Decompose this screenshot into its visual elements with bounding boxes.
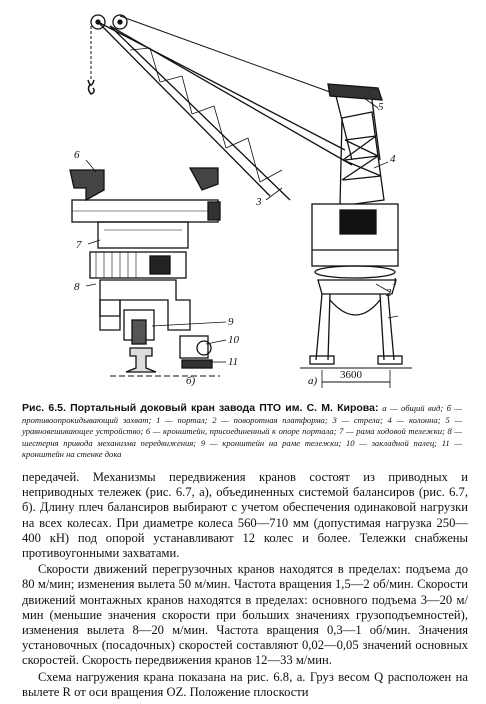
label-bracket-bogie: 9 — [228, 316, 234, 328]
label-jib: 3 — [256, 196, 262, 208]
label-bracket-portal: 6 — [74, 149, 80, 161]
label-pin: 10 — [228, 334, 239, 346]
caption-legend: а — общий вид; б — противоопрокидывающий захват; 1 — портал; 2 — поворотная платформа; 3 — стрела; 4 — колонна; 5 — уравновешивающее устройство; 6 — кронштейн, присоединенный к опоре портала; 7 — рама ходовой тележки; 8 — шестерня привода механизма передвижения; 9 — кронштейн на раме тележки; 10 — закладной палец; 11 — кронштейн на стенке дока — [22, 403, 463, 460]
body-text — [22, 470, 468, 700]
label-subfigure-b: б) — [186, 375, 196, 387]
label-gear: 8 — [74, 281, 80, 293]
label-portal: 1 — [392, 276, 398, 288]
anti-tipping-grip-view — [70, 160, 226, 376]
label-bracket-dock: 11 — [228, 356, 239, 368]
paragraph-3: Схема нагружения крана показана на рис. 6.8, а. Груз весом Q расположен на вылете R от оси вращения OZ. Положение плоскости — [22, 669, 468, 699]
paragraph-1: передачей. Механизмы передвижения кранов состоят из приводных и неприводных тележек (рис. 6.7, а), объединенных системой балансиров (рис. 6.7, б). Длину плеч балансиров выбирают с учетом обеспечения одинаковой нагрузки на всех колесах. При диаметре колеса 560—710 мм (допустимая нагрузка 250—400 кН) под опорой устанавливают 12 колес и более. Тележки снабжены противоугонными захватами. — [22, 470, 468, 561]
caption-title: Рис. 6.5. Портальный доковый кран завода ПТО им. С. М. Кирова: — [22, 402, 379, 414]
paragraph-2: Скорости движений перегрузочных кранов находятся в пределах: подъема до 80 м/мин; изменения вылета 50 м/мин. Частота вращения 1,5—2 об/мин. Скорости движений монтажных кранов находятся в пределах: основного подъема 3—20 м/мин (меньшие значения скорости при больших значениях грузоподъемностей), изменения вылета 8—20 м/мин. Частота вращения 0,3—1 об/мин. Значения установочных (посадочных) скоростей составляют 0,02—0,05 значений основных скоростей. Скорость передвижения кранов 12—33 м/мин. — [22, 562, 468, 668]
label-balance-device: 5 — [378, 101, 384, 113]
figure-caption — [22, 403, 462, 461]
label-platform: 2 — [386, 287, 392, 299]
dimension-3600: 3600 — [340, 369, 362, 381]
label-subfigure-a: a) — [308, 375, 318, 387]
label-column: 4 — [390, 153, 396, 165]
label-bogie-frame: 7 — [76, 239, 82, 251]
